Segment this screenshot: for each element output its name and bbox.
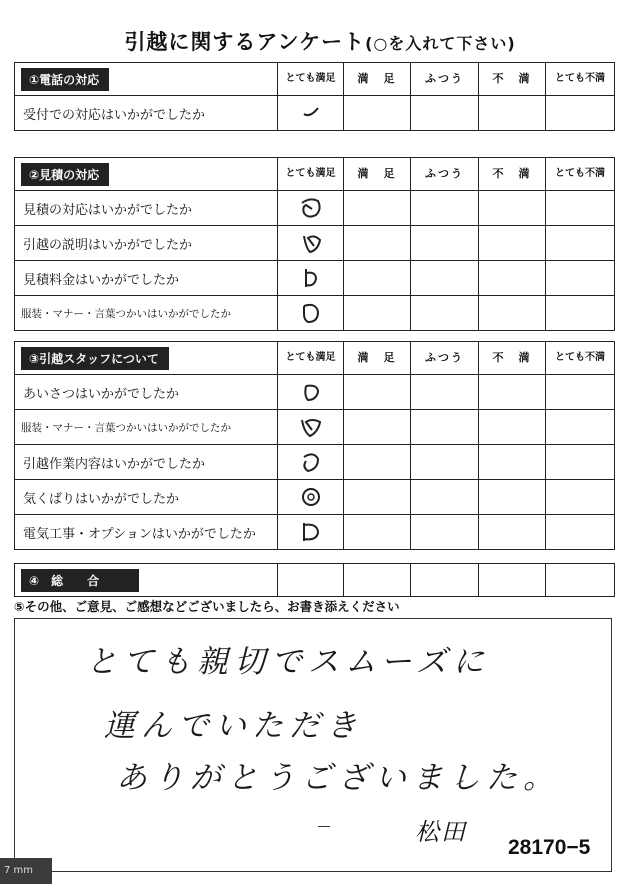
rating-cell[interactable]: [546, 564, 615, 597]
question-label: 見積の対応はいかがでしたか: [15, 191, 278, 226]
rating-cell-selected[interactable]: [278, 226, 344, 261]
question-row: [15, 410, 615, 445]
rating-cell-selected[interactable]: [278, 191, 344, 226]
rating-cell[interactable]: [344, 515, 411, 550]
section-header: [15, 63, 278, 96]
rating-cell-selected[interactable]: [278, 410, 344, 445]
rating-cell[interactable]: [411, 480, 479, 515]
header-unsatisfied: 不 満: [479, 63, 546, 96]
rating-cell[interactable]: [344, 96, 411, 131]
rating-cell[interactable]: [479, 564, 546, 597]
question-label: 服装・マナー・言葉つかいはいかがでしたか: [15, 296, 278, 331]
rating-cell[interactable]: [479, 480, 546, 515]
form-title: [0, 26, 640, 56]
rating-cell[interactable]: [479, 96, 546, 131]
rating-cell[interactable]: [344, 410, 411, 445]
rating-cell[interactable]: [344, 191, 411, 226]
section-label: ④ 総 合: [21, 569, 139, 592]
rating-cell[interactable]: [344, 564, 411, 597]
rating-cell[interactable]: [411, 375, 479, 410]
rating-cell[interactable]: [411, 96, 479, 131]
rating-cell[interactable]: [546, 96, 615, 131]
rating-cell[interactable]: [411, 261, 479, 296]
rating-cell[interactable]: [411, 445, 479, 480]
question-row: [15, 191, 615, 226]
rating-cell[interactable]: [546, 480, 615, 515]
rating-cell-selected[interactable]: [278, 480, 344, 515]
rating-cell[interactable]: [411, 410, 479, 445]
rating-cell[interactable]: [546, 296, 615, 331]
section-label: ②見積の対応: [21, 163, 109, 186]
question-label: 受付での対応はいかがでしたか: [15, 96, 278, 131]
rating-cell[interactable]: [411, 564, 479, 597]
question-row: [15, 296, 615, 331]
rating-cell[interactable]: [344, 445, 411, 480]
comment-line-1: とても親切でスムーズに: [86, 644, 490, 680]
header-very-unsatisfied: とても不満: [546, 342, 615, 375]
section-header: [15, 158, 278, 191]
rating-cell[interactable]: [411, 226, 479, 261]
rating-cell[interactable]: [479, 515, 546, 550]
title-sub: (○を入れて下さい): [365, 34, 516, 53]
rating-cell-selected[interactable]: [278, 261, 344, 296]
rating-cell[interactable]: [344, 296, 411, 331]
rating-cell[interactable]: [411, 191, 479, 226]
rating-cell[interactable]: [411, 296, 479, 331]
circle-mark-icon: [296, 484, 326, 510]
header-neutral: ふつう: [411, 63, 479, 96]
header-very-unsatisfied: とても不満: [546, 158, 615, 191]
signature: 松田: [415, 818, 467, 846]
section-header: [15, 564, 278, 597]
rating-cell[interactable]: [278, 564, 344, 597]
header-neutral: ふつう: [411, 342, 479, 375]
header-satisfied: 満 足: [344, 63, 411, 96]
header-very-satisfied: とても満足: [278, 342, 344, 375]
circle-mark-icon: [296, 265, 326, 291]
rating-cell[interactable]: [546, 191, 615, 226]
circle-mark-icon: [296, 102, 326, 124]
circle-mark-icon: [296, 300, 326, 326]
rating-cell[interactable]: [546, 445, 615, 480]
rating-cell[interactable]: [546, 226, 615, 261]
rating-cell[interactable]: [344, 480, 411, 515]
section-header: [15, 342, 278, 375]
question-label: 見積料金はいかがでしたか: [15, 261, 278, 296]
header-unsatisfied: 不 満: [479, 158, 546, 191]
question-row: [15, 445, 615, 480]
comment-line-2: 運んでいただき: [104, 708, 363, 744]
circle-mark-icon: [296, 414, 326, 440]
header-satisfied: 満 足: [344, 158, 411, 191]
form-code: 28170−5: [508, 836, 591, 859]
question-row: [15, 375, 615, 410]
rating-cell[interactable]: [411, 515, 479, 550]
rating-cell-selected[interactable]: [278, 296, 344, 331]
header-satisfied: 満 足: [344, 342, 411, 375]
rating-cell-selected[interactable]: [278, 515, 344, 550]
header-neutral: ふつう: [411, 158, 479, 191]
question-label: 服装・マナー・言葉つかいはいかがでしたか: [15, 410, 278, 445]
question-label: 引越作業内容はいかがでしたか: [15, 445, 278, 480]
rating-cell[interactable]: [546, 515, 615, 550]
question-row: [15, 261, 615, 296]
rating-cell-selected[interactable]: [278, 375, 344, 410]
title-main: 引越に関するアンケート: [124, 30, 366, 54]
question-label: 気くばりはいかがでしたか: [15, 480, 278, 515]
comment-line-3: ありがとうございました。: [116, 760, 560, 796]
circle-mark-icon: [296, 449, 326, 475]
rating-cell[interactable]: [546, 261, 615, 296]
circle-mark-icon: [296, 195, 326, 221]
rating-cell[interactable]: [546, 375, 615, 410]
rating-cell[interactable]: [479, 191, 546, 226]
header-very-unsatisfied: とても不満: [546, 63, 615, 96]
rating-cell[interactable]: [479, 226, 546, 261]
rating-cell-selected[interactable]: [278, 445, 344, 480]
question-label: あいさつはいかがでしたか: [15, 375, 278, 410]
rating-cell[interactable]: [479, 375, 546, 410]
section-overall-table: [14, 563, 615, 597]
rating-cell[interactable]: [479, 445, 546, 480]
circle-mark-icon: [296, 519, 326, 545]
header-unsatisfied: 不 満: [479, 342, 546, 375]
header-very-satisfied: とても満足: [278, 158, 344, 191]
question-row: [15, 226, 615, 261]
rating-cell[interactable]: [344, 226, 411, 261]
question-label: 電気工事・オプションはいかがでしたか: [15, 515, 278, 550]
section-phone-table: [14, 62, 615, 131]
rating-cell[interactable]: [344, 261, 411, 296]
section-label: ③引越スタッフについて: [21, 347, 169, 370]
section-staff-table: [14, 341, 615, 550]
rating-cell[interactable]: [479, 296, 546, 331]
pen-stroke: [318, 826, 330, 827]
rating-cell[interactable]: [479, 410, 546, 445]
section-label: ①電話の対応: [21, 68, 109, 91]
rating-cell[interactable]: [344, 375, 411, 410]
circle-mark-icon: [296, 380, 326, 404]
comment-prompt: ⑤その他、ご意見、ご感想などございましたら、お書き添えください: [14, 599, 400, 614]
rating-cell[interactable]: [479, 261, 546, 296]
section-estimate-table: [14, 157, 615, 331]
rating-cell-selected[interactable]: [278, 96, 344, 131]
circle-mark-icon: [296, 230, 326, 256]
question-row: [15, 515, 615, 550]
rating-cell[interactable]: [546, 410, 615, 445]
question-row: [15, 96, 615, 131]
corner-label: 7 mm: [0, 858, 52, 884]
header-very-satisfied: とても満足: [278, 63, 344, 96]
question-row: [15, 480, 615, 515]
question-label: 引越の説明はいかがでしたか: [15, 226, 278, 261]
